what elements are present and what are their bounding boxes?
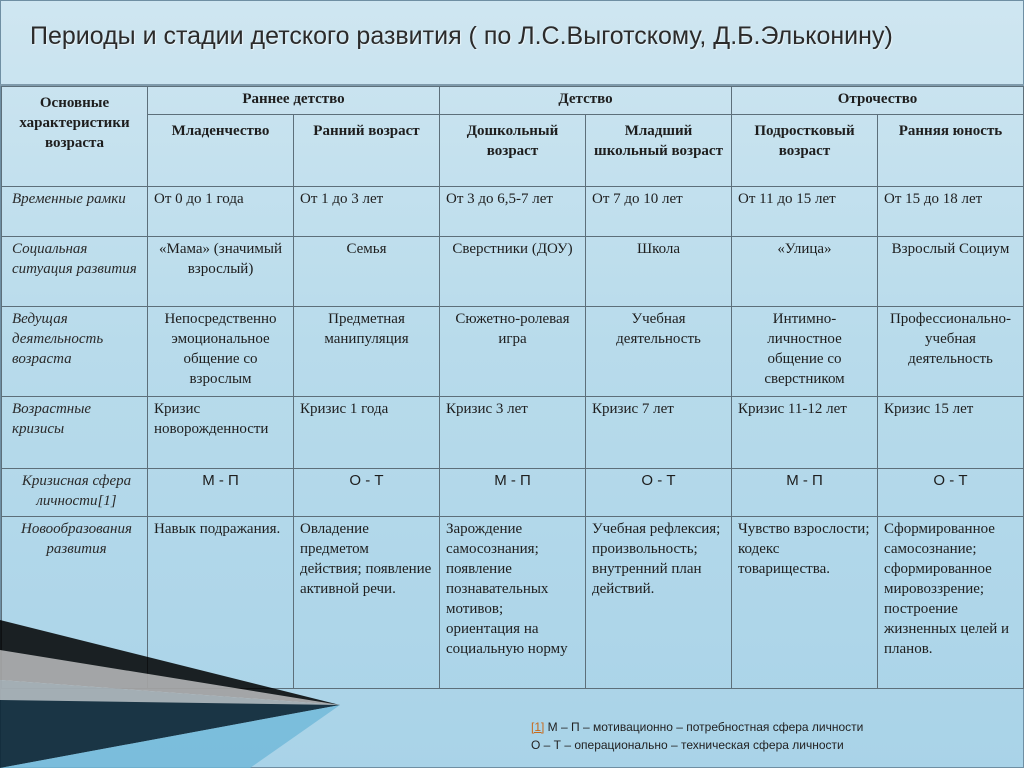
table-cell: Навык подражания.: [148, 517, 294, 689]
period-header-teenage: Подростковый возраст: [732, 115, 878, 187]
group-header-adolescence: Отрочество: [732, 87, 1024, 115]
table-cell: Сформированное самосознание; сформированное мировоззрение; построение жизненных целей и планов.: [878, 517, 1024, 689]
table-cell: От 1 до 3 лет: [294, 187, 440, 237]
period-header-preschool: Дошкольный возраст: [440, 115, 586, 187]
table-cell: От 15 до 18 лет: [878, 187, 1024, 237]
table-cell: «Мама» (значимый взрослый): [148, 237, 294, 307]
row-label: Кризисная сфера личности[1]: [2, 469, 148, 517]
table-cell: Кризис 3 лет: [440, 397, 586, 469]
table-cell: Интимно-личностное общение со сверстником: [732, 307, 878, 397]
footnote-text-1: М – П – мотивационно – потребностная сфера личности: [544, 720, 864, 734]
period-header-row: [2, 115, 1024, 187]
table-row-leading-activity: [2, 307, 1024, 397]
table-row-age-crises: [2, 397, 1024, 469]
row-label: Ведущая деятельность возраста: [2, 307, 148, 397]
period-header-early-youth: Ранняя юность: [878, 115, 1024, 187]
table-row-crisis-sphere: [2, 469, 1024, 517]
table-row-time-frames: [2, 187, 1024, 237]
table-cell: Кризис 7 лет: [586, 397, 732, 469]
table-cell: М - П: [732, 469, 878, 517]
table-cell: От 3 до 6,5-7 лет: [440, 187, 586, 237]
period-header-primary-school: Младший школьный возраст: [586, 115, 732, 187]
table-cell: «Улица»: [732, 237, 878, 307]
table-cell: Кризис новорожденности: [148, 397, 294, 469]
table-cell: О - Т: [586, 469, 732, 517]
footnote-ref-link[interactable]: [1]: [531, 720, 545, 734]
table-cell: О - Т: [294, 469, 440, 517]
table-cell: Кризис 15 лет: [878, 397, 1024, 469]
table-cell: Сверстники (ДОУ): [440, 237, 586, 307]
group-header-early-childhood: Раннее детство: [148, 87, 440, 115]
table-cell: Чувство взрослости; кодекс товарищества.: [732, 517, 878, 689]
table-cell: О - Т: [878, 469, 1024, 517]
table-cell: От 0 до 1 года: [148, 187, 294, 237]
table-cell: М - П: [440, 469, 586, 517]
footnote: [531, 718, 1011, 754]
table-cell: Непосредственно эмоциональное общение со взрослым: [148, 307, 294, 397]
table-cell: От 7 до 10 лет: [586, 187, 732, 237]
slide-title: Периоды и стадии детского развития ( по Л.С.Выготскому, Д.Б.Эльконину): [30, 22, 893, 50]
footnote-line-2: О – Т – операционально – техническая сфера личности: [531, 738, 844, 752]
table-cell: Предметная манипуляция: [294, 307, 440, 397]
table-cell: Школа: [586, 237, 732, 307]
group-header-childhood: Детство: [440, 87, 732, 115]
period-header-early-age: Ранний возраст: [294, 115, 440, 187]
period-header-infancy: Младенчество: [148, 115, 294, 187]
table-cell: Учебная рефлексия; произвольность; внутренний план действий.: [586, 517, 732, 689]
table-cell: М - П: [148, 469, 294, 517]
table-cell: Кризис 11-12 лет: [732, 397, 878, 469]
table-row-social-situation: [2, 237, 1024, 307]
group-header-row: [2, 87, 1024, 115]
table-cell: От 11 до 15 лет: [732, 187, 878, 237]
table-cell: Учебная деятельность: [586, 307, 732, 397]
row-label: Временные рамки: [2, 187, 148, 237]
development-periods-table: [1, 86, 1024, 689]
row-label: Возрастные кризисы: [2, 397, 148, 469]
table-cell: Взрослый Социум: [878, 237, 1024, 307]
table-cell: Профессионально-учебная деятельность: [878, 307, 1024, 397]
table-cell: Овладение предметом действия; появление активной речи.: [294, 517, 440, 689]
table-cell: Сюжетно-ролевая игра: [440, 307, 586, 397]
corner-header: Основные характеристики возраста: [2, 87, 148, 187]
table-row-new-formations: [2, 517, 1024, 689]
table-cell: Кризис 1 года: [294, 397, 440, 469]
row-label: Новообразования развития: [2, 517, 148, 689]
footnote-line-1: [531, 718, 1011, 736]
table-cell: Семья: [294, 237, 440, 307]
table-cell: Зарождение самосознания; появление познавательных мотивов; ориентация на социальную норму: [440, 517, 586, 689]
row-label: Социальная ситуация развития: [2, 237, 148, 307]
